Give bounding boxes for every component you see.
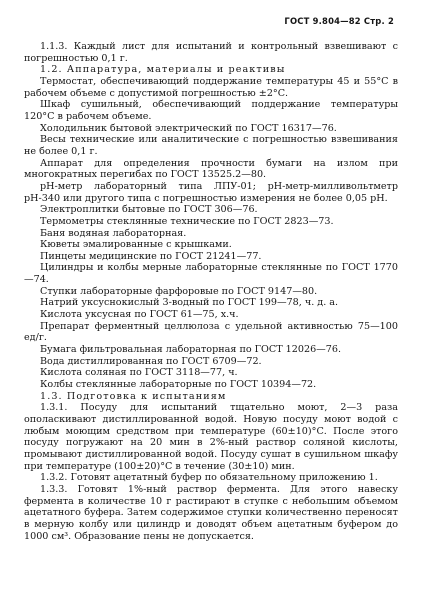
section-heading: 1.2. Аппаратура, материалы и реактивы [40,64,286,76]
equipment-item: Ступки лабораторные фарфоровые по ГОСТ 9147—80. [40,285,318,297]
clause-paragraph: 1.3.1. Посуду для испытаний тщательно моют, 2—3 раза ополаскивают дистиллированной водой. Новую посуду моют водой с любым моющим средством при температуре (60±10)°С. После этого посуду погружают на 20 мин в 2%-ный раствор соляной кислоты, промывают дистиллированной водой. Посуду сушат в сушильном шкафу при температуре (100±20)°С в течение (30±10) мин. [24,402,398,472]
equipment-item: рН-метр лабораторный типа ЛПУ-01; рН-метр-милливольтметр рН-340 или другого типа с погрешностью измерения не более 0,05 рН. [24,180,398,204]
equipment-item: Кюветы эмалированные с крышками. [40,239,232,251]
equipment-item: Аппарат для определения прочности бумаги на излом при многократных перегибах по ГОСТ 13525.2—80. [24,157,398,181]
equipment-item: Весы технические или аналитические с погрешностью взвешивания не более 0,1 г. [24,134,398,157]
equipment-item: Натрий уксуснокислый 3-водный по ГОСТ 199—78, ч. д. а. [40,297,339,309]
equipment-item: Шкаф сушильный, обеспечивающий поддержание температуры 120°С в рабочем объеме. [24,99,398,122]
equipment-item: Баня водяная лабораторная. [40,227,187,239]
equipment-item: Электроплитки бытовые по ГОСТ 306—76. [40,204,258,216]
equipment-item: Бумага фильтровальная лабораторная по ГОСТ 12026—76. [40,344,342,356]
equipment-item: Холодильник бытовой электрический по ГОСТ 16317—76. [40,122,337,134]
clause-paragraph: 1.3.2. Готовят ацетатный буфер по обязательному приложению 1. [40,472,378,484]
equipment-item: Препарат ферментный целлюлоза с удельной активностью 75—100 ед/г. [24,320,398,344]
clause-paragraph: 1.3.3. Готовят 1%-ный раствор фермента. Для этого навеску фермента в количестве 10 г растирают в ступке с небольшим объемом ацетатного буфера. Затем содержимое ступки количественно переносят в мерную колбу или цилиндр и доводят объем ацетатным буфером до 1000 см³. Образование пены не допускается. [24,483,398,542]
equipment-item: Колбы стеклянные лабораторные по ГОСТ 10394—72. [40,379,317,391]
section-heading: 1.3. Подготовка к испытаниям [40,390,227,402]
equipment-item: Кислота соляная по ГОСТ 3118—77, ч. [40,367,238,379]
equipment-item: Вода дистиллированная по ГОСТ 6709—72. [40,355,262,367]
equipment-item: Кислота уксусная по ГОСТ 61—75, х.ч. [40,309,239,321]
equipment-item: Пинцеты медицинские по ГОСТ 21241—77. [40,250,262,262]
document-body [24,41,398,542]
equipment-item: Термометры стеклянные технические по ГОСТ 2823—73. [40,215,334,227]
running-header: ГОСТ 9.804—82 Стр. 2 [284,16,394,26]
equipment-item: Термостат, обеспечивающий поддержание температуры 45 и 55°С в рабочем объеме с допустимой погрешностью ±2°С. [24,75,398,99]
clause-paragraph: 1.1.3. Каждый лист для испытаний и контрольный взвешивают с погрешностью 0,1 г. [24,41,398,64]
equipment-item: Цилиндры и колбы мерные лабораторные стеклянные по ГОСТ 1770—74. [24,262,398,286]
